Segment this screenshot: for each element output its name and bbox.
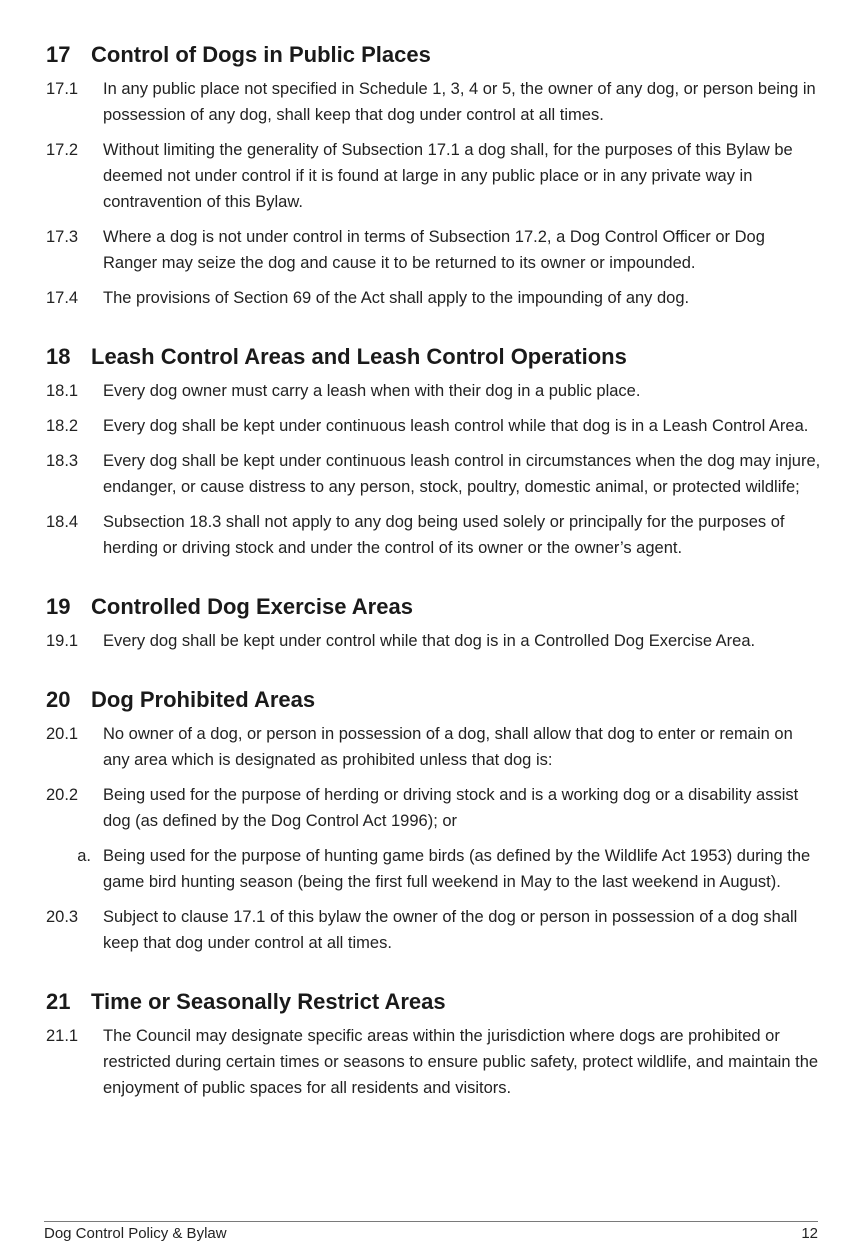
clause-number: 17.2 xyxy=(46,141,79,159)
clause-text: Where a dog is not under control in terms of Subsection 17.2, a Dog Control Officer or Dog Ranger may seize the dog and cause it to be returned to its owner or impounded. xyxy=(103,228,765,272)
page-footer xyxy=(44,1221,818,1242)
sub-clause xyxy=(46,843,821,895)
clause xyxy=(46,285,821,311)
clause xyxy=(46,137,821,215)
clause-number: 20.1 xyxy=(46,725,79,743)
clause xyxy=(46,413,821,439)
clause-number: 20.3 xyxy=(46,908,79,926)
clause-text: The Council may designate specific areas within the jurisdiction where dogs are prohibited or restricted during certain times or seasons to ensure public safety, protect wildlife, and maintain the enjoyment of public spaces for all residents and visitors. xyxy=(103,1027,819,1097)
section-number: 21 xyxy=(46,989,71,1014)
section-heading xyxy=(46,685,821,715)
clause-text: Every dog owner must carry a leash when with their dog in a public place. xyxy=(103,382,641,400)
clause-number: 17.4 xyxy=(46,289,79,307)
clause-number: 20.2 xyxy=(46,786,79,804)
clause-text: Every dog shall be kept under control while that dog is in a Controlled Dog Exercise Area. xyxy=(103,632,756,650)
clause-number: 18.2 xyxy=(46,417,79,435)
clause-number: 18.4 xyxy=(46,513,79,531)
clause-number: 17.1 xyxy=(46,80,79,98)
clause xyxy=(46,628,821,654)
clause xyxy=(46,904,821,956)
section-title: Controlled Dog Exercise Areas xyxy=(91,594,413,619)
section-title: Time or Seasonally Restrict Areas xyxy=(91,989,446,1014)
clause xyxy=(46,1023,821,1101)
clause xyxy=(46,782,821,834)
section-title: Dog Prohibited Areas xyxy=(91,687,316,712)
section-number: 17 xyxy=(46,42,71,67)
section-heading xyxy=(46,40,821,70)
clause xyxy=(46,448,821,500)
clause-number: 18.1 xyxy=(46,382,79,400)
footer-title: Dog Control Policy & Bylaw xyxy=(44,1225,227,1242)
clause-text: No owner of a dog, or person in possession of a dog, shall allow that dog to enter or remain on any area which is designated as prohibited unless that dog is: xyxy=(103,725,793,769)
clause xyxy=(46,721,821,773)
section-17 xyxy=(46,40,821,311)
clause-text: In any public place not specified in Schedule 1, 3, 4 or 5, the owner of any dog, or person being in possession of any dog, shall keep that dog under control at all times. xyxy=(103,80,816,124)
section-18 xyxy=(46,342,821,561)
clause-number: 19.1 xyxy=(46,632,79,650)
clause xyxy=(46,224,821,276)
clause xyxy=(46,378,821,404)
clause-text: Every dog shall be kept under continuous leash control while that dog is in a Leash Control Area. xyxy=(103,417,809,435)
section-title: Control of Dogs in Public Places xyxy=(91,42,431,67)
section-19 xyxy=(46,592,821,654)
section-number: 20 xyxy=(46,687,71,712)
section-heading xyxy=(46,342,821,372)
section-20 xyxy=(46,685,821,956)
section-number: 19 xyxy=(46,594,71,619)
section-21 xyxy=(46,987,821,1101)
document-body xyxy=(46,40,821,1110)
clause-number: 17.3 xyxy=(46,228,79,246)
clause-text: Being used for the purpose of hunting game birds (as defined by the Wildlife Act 1953) during the game bird hunting season (being the first full weekend in May to the last weekend in August). xyxy=(103,847,811,891)
clause-number: 21.1 xyxy=(46,1027,79,1045)
section-heading xyxy=(46,592,821,622)
page-number: 12 xyxy=(801,1225,818,1242)
clause-text: Being used for the purpose of herding or driving stock and is a working dog or a disability assist dog (as defined by the Dog Control Act 1996); or xyxy=(103,786,799,830)
clause-text: Every dog shall be kept under continuous leash control in circumstances when the dog may injure, endanger, or cause distress to any person, stock, poultry, domestic animal, or protected wildlife; xyxy=(103,452,821,496)
section-title: Leash Control Areas and Leash Control Operations xyxy=(91,344,627,369)
clause xyxy=(46,509,821,561)
clause xyxy=(46,76,821,128)
clause-text: Subject to clause 17.1 of this bylaw the owner of the dog or person in possession of a dog shall keep that dog under control at all times. xyxy=(103,908,798,952)
clause-text: The provisions of Section 69 of the Act shall apply to the impounding of any dog. xyxy=(103,289,690,307)
clause-number: a. xyxy=(77,847,91,865)
section-number: 18 xyxy=(46,344,71,369)
clause-text: Without limiting the generality of Subsection 17.1 a dog shall, for the purposes of this Bylaw be deemed not under control if it is found at large in any public place or in any private way in contravention of this Bylaw. xyxy=(103,141,793,211)
clause-number: 18.3 xyxy=(46,452,79,470)
clause-text: Subsection 18.3 shall not apply to any dog being used solely or principally for the purposes of herding or driving stock and under the control of its owner or the owner’s agent. xyxy=(103,513,785,557)
section-heading xyxy=(46,987,821,1017)
